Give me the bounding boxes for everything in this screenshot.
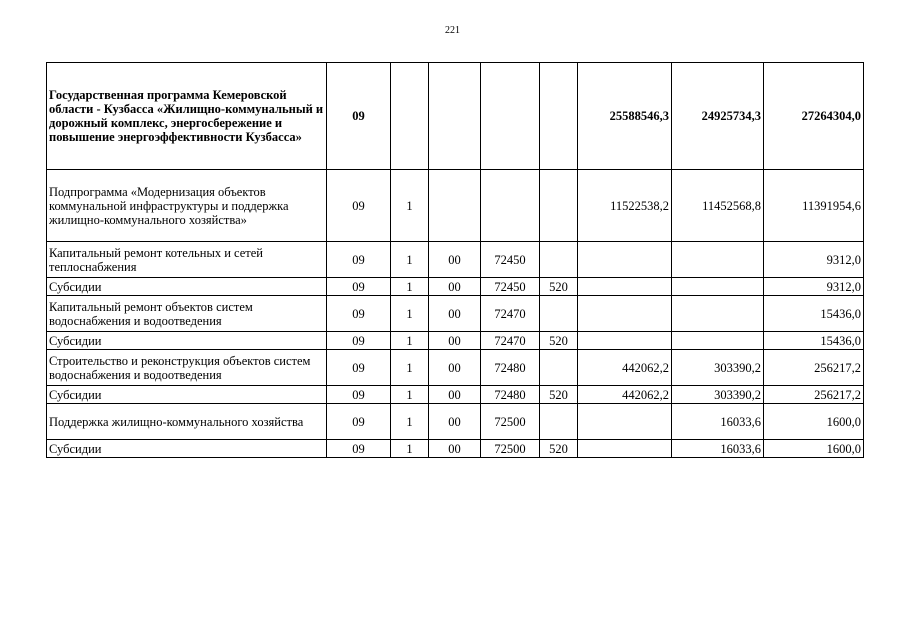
subprogram-code-cell <box>391 63 429 170</box>
subprogram-code-cell: 1 <box>391 332 429 350</box>
amount-year1-cell: 25588546,3 <box>578 63 672 170</box>
amount-year1-cell <box>578 296 672 332</box>
direction-code-cell <box>429 63 481 170</box>
expense-type-cell <box>540 350 578 386</box>
program-code-cell: 09 <box>327 63 391 170</box>
subprogram-code-cell: 1 <box>391 386 429 404</box>
expense-type-cell <box>540 296 578 332</box>
table-row <box>47 63 864 170</box>
row-name-cell: Государственная программа Кемеровской области - Кузбасса «Жилищно-коммунальный и дорожный комплекс, энергосбережение и повышение энергоэффективности Кузбасса» <box>47 63 327 170</box>
expense-code-cell: 72470 <box>481 296 540 332</box>
row-name-cell: Строительство и реконструкция объектов систем водоснабжения и водоотведения <box>47 350 327 386</box>
expense-type-cell <box>540 63 578 170</box>
table-row <box>47 170 864 242</box>
expense-code-cell: 72470 <box>481 332 540 350</box>
amount-year2-cell <box>672 278 764 296</box>
expense-code-cell: 72450 <box>481 278 540 296</box>
amount-year2-cell <box>672 332 764 350</box>
amount-year3-cell: 11391954,6 <box>764 170 864 242</box>
row-name-cell: Подпрограмма «Модернизация объектов коммунальной инфраструктуры и поддержка жилищно-коммунального хозяйства» <box>47 170 327 242</box>
program-code-cell: 09 <box>327 170 391 242</box>
direction-code-cell: 00 <box>429 440 481 458</box>
amount-year1-cell: 442062,2 <box>578 386 672 404</box>
amount-year2-cell <box>672 242 764 278</box>
expense-code-cell: 72500 <box>481 440 540 458</box>
expense-type-cell <box>540 170 578 242</box>
subprogram-code-cell: 1 <box>391 296 429 332</box>
amount-year2-cell <box>672 296 764 332</box>
direction-code-cell: 00 <box>429 332 481 350</box>
table-row <box>47 278 864 296</box>
row-name-cell: Капитальный ремонт котельных и сетей теплоснабжения <box>47 242 327 278</box>
amount-year1-cell: 442062,2 <box>578 350 672 386</box>
amount-year1-cell: 11522538,2 <box>578 170 672 242</box>
row-name-cell: Субсидии <box>47 440 327 458</box>
table-row <box>47 332 864 350</box>
row-name-cell: Субсидии <box>47 386 327 404</box>
program-code-cell: 09 <box>327 278 391 296</box>
expense-type-cell: 520 <box>540 386 578 404</box>
program-code-cell: 09 <box>327 440 391 458</box>
table-row <box>47 386 864 404</box>
subprogram-code-cell: 1 <box>391 242 429 278</box>
expense-type-cell: 520 <box>540 332 578 350</box>
row-name-cell: Капитальный ремонт объектов систем водоснабжения и водоотведения <box>47 296 327 332</box>
amount-year3-cell: 9312,0 <box>764 278 864 296</box>
direction-code-cell <box>429 170 481 242</box>
table-row <box>47 350 864 386</box>
program-code-cell: 09 <box>327 404 391 440</box>
amount-year2-cell: 303390,2 <box>672 350 764 386</box>
amount-year2-cell: 16033,6 <box>672 440 764 458</box>
subprogram-code-cell: 1 <box>391 404 429 440</box>
amount-year1-cell <box>578 440 672 458</box>
program-code-cell: 09 <box>327 350 391 386</box>
row-name-cell: Поддержка жилищно-коммунального хозяйства <box>47 404 327 440</box>
amount-year3-cell: 256217,2 <box>764 350 864 386</box>
expense-code-cell: 72480 <box>481 386 540 404</box>
amount-year3-cell: 1600,0 <box>764 404 864 440</box>
amount-year1-cell <box>578 278 672 296</box>
row-name-cell: Субсидии <box>47 278 327 296</box>
program-code-cell: 09 <box>327 296 391 332</box>
expense-code-cell: 72500 <box>481 404 540 440</box>
amount-year3-cell: 15436,0 <box>764 332 864 350</box>
row-name-cell: Субсидии <box>47 332 327 350</box>
direction-code-cell: 00 <box>429 296 481 332</box>
amount-year1-cell <box>578 242 672 278</box>
amount-year2-cell: 24925734,3 <box>672 63 764 170</box>
budget-table <box>46 62 864 458</box>
expense-type-cell <box>540 404 578 440</box>
table-row <box>47 440 864 458</box>
expense-code-cell: 72450 <box>481 242 540 278</box>
expense-code-cell <box>481 63 540 170</box>
amount-year1-cell <box>578 332 672 350</box>
amount-year3-cell: 27264304,0 <box>764 63 864 170</box>
subprogram-code-cell: 1 <box>391 278 429 296</box>
subprogram-code-cell: 1 <box>391 350 429 386</box>
amount-year3-cell: 15436,0 <box>764 296 864 332</box>
expense-code-cell: 72480 <box>481 350 540 386</box>
amount-year3-cell: 9312,0 <box>764 242 864 278</box>
direction-code-cell: 00 <box>429 386 481 404</box>
page-number: 221 <box>445 25 460 36</box>
program-code-cell: 09 <box>327 386 391 404</box>
amount-year2-cell: 11452568,8 <box>672 170 764 242</box>
direction-code-cell: 00 <box>429 404 481 440</box>
subprogram-code-cell: 1 <box>391 440 429 458</box>
program-code-cell: 09 <box>327 242 391 278</box>
direction-code-cell: 00 <box>429 278 481 296</box>
expense-type-cell <box>540 242 578 278</box>
amount-year3-cell: 256217,2 <box>764 386 864 404</box>
expense-type-cell: 520 <box>540 278 578 296</box>
amount-year1-cell <box>578 404 672 440</box>
amount-year2-cell: 16033,6 <box>672 404 764 440</box>
program-code-cell: 09 <box>327 332 391 350</box>
direction-code-cell: 00 <box>429 242 481 278</box>
subprogram-code-cell: 1 <box>391 170 429 242</box>
table-row <box>47 296 864 332</box>
amount-year2-cell: 303390,2 <box>672 386 764 404</box>
table-body <box>47 63 864 458</box>
direction-code-cell: 00 <box>429 350 481 386</box>
amount-year3-cell: 1600,0 <box>764 440 864 458</box>
expense-type-cell: 520 <box>540 440 578 458</box>
table-row <box>47 242 864 278</box>
expense-code-cell <box>481 170 540 242</box>
table-row <box>47 404 864 440</box>
